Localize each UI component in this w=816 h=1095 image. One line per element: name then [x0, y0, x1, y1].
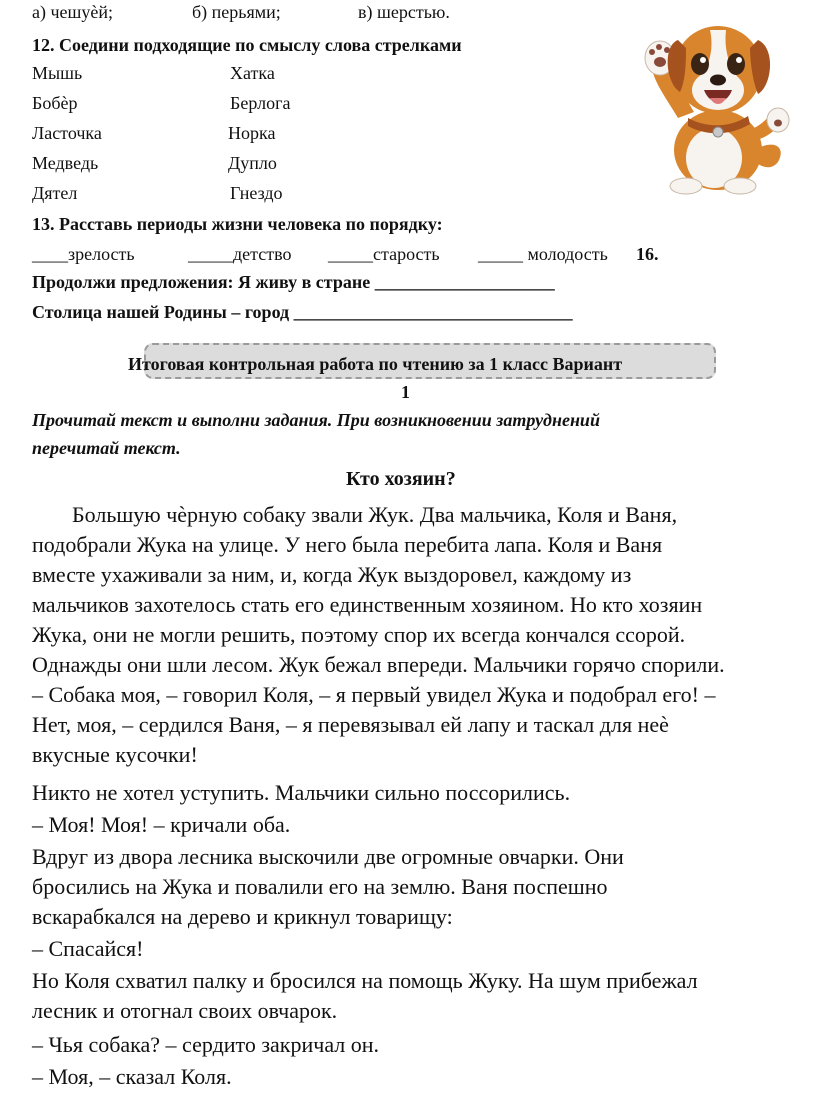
match-left-item: Бобѐр	[32, 93, 78, 113]
test-title: Итоговая контрольная работа по чтению за 1 класс Вариант	[128, 354, 623, 374]
story-line: Вдруг из двора лесника выскочили две огромные овчарки. Они	[32, 844, 624, 869]
story-line: Однажды они шли лесом. Жук бежал впереди. Мальчики горячо спорили.	[32, 652, 725, 677]
task13-item: ____зрелость	[32, 244, 135, 264]
story-line: – Моя! Моя! – кричали оба.	[32, 812, 291, 837]
story-line: – Собака моя, – говорил Коля, – я первый увидел Жука и подобрал его! –	[32, 682, 716, 707]
variant-number: 1	[401, 382, 410, 402]
story-line: – Спасайся!	[32, 936, 144, 961]
task13-item: _____ молодость	[478, 244, 608, 264]
match-left-item: Дятел	[32, 183, 78, 203]
match-left-item: Ласточка	[32, 123, 102, 143]
story-line: Никто не хотел уступить. Мальчики сильно поссорились.	[32, 780, 571, 805]
task12-title: 12. Соедини подходящие по смыслу слова стрелками	[32, 35, 462, 55]
match-right-item: Дупло	[228, 153, 277, 173]
story-line: лесник и отогнал своих овчарок.	[32, 998, 338, 1023]
instruction-line2: перечитай текст.	[32, 438, 181, 458]
match-right-item: Берлога	[230, 93, 291, 113]
story-line: Нет, моя, – сердился Ваня, – я перевязывал ей лапу и таскал для неѐ	[32, 712, 669, 737]
match-left-item: Мышь	[32, 63, 83, 83]
story-line: Но Коля схватил палку и бросился на помощь Жуку. На шум прибежал	[32, 968, 698, 993]
story-line: подобрали Жука на улице. У него была перебита лапа. Коля и Ваня	[32, 532, 663, 557]
story-line: бросились на Жука и повалили его на землю. Ваня поспешно	[32, 874, 608, 899]
option-b: б) перьями;	[192, 2, 281, 22]
task16-line1: Продолжи предложения: Я живу в стране ____________________	[32, 272, 555, 292]
task16-number: 16.	[636, 244, 659, 264]
instruction-line1: Прочитай текст и выполни задания. При возникновении затруднений	[32, 410, 600, 430]
match-right-item: Норка	[228, 123, 276, 143]
task16-line2: Столица нашей Родины – город _______________________________	[32, 302, 573, 322]
option-c: в) шерстью.	[358, 2, 450, 22]
story-line: – Чья собака? – сердито закричал он.	[32, 1032, 380, 1057]
option-a: а) чешуѐй;	[32, 2, 114, 22]
story-line: Жука, они не могли решить, поэтому спор их всегда кончался ссорой.	[32, 622, 686, 647]
story-line: Большую чѐрную собаку звали Жук. Два мальчика, Коля и Ваня,	[72, 502, 678, 527]
story-line: вкусные кусочки!	[32, 742, 198, 767]
story-line: мальчиков захотелось стать его единственным хозяином. Но кто хозяин	[32, 592, 703, 617]
match-right-item: Гнездо	[230, 183, 283, 203]
cartoon-puppy-illustration	[626, 0, 794, 196]
task13-title: 13. Расставь периоды жизни человека по порядку:	[32, 214, 443, 234]
task13-item: _____старость	[328, 244, 440, 264]
story-line: вместе ухаживали за ним, и, когда Жук выздоровел, каждому из	[32, 562, 632, 587]
story-line: – Моя, – сказал Коля.	[32, 1064, 232, 1089]
match-right-item: Хатка	[230, 63, 275, 83]
story-line: вскарабкался на дерево и крикнул товарищу:	[32, 904, 453, 929]
story-title: Кто хозяин?	[346, 468, 456, 490]
match-left-item: Медведь	[32, 153, 99, 173]
task13-item: _____детство	[188, 244, 292, 264]
